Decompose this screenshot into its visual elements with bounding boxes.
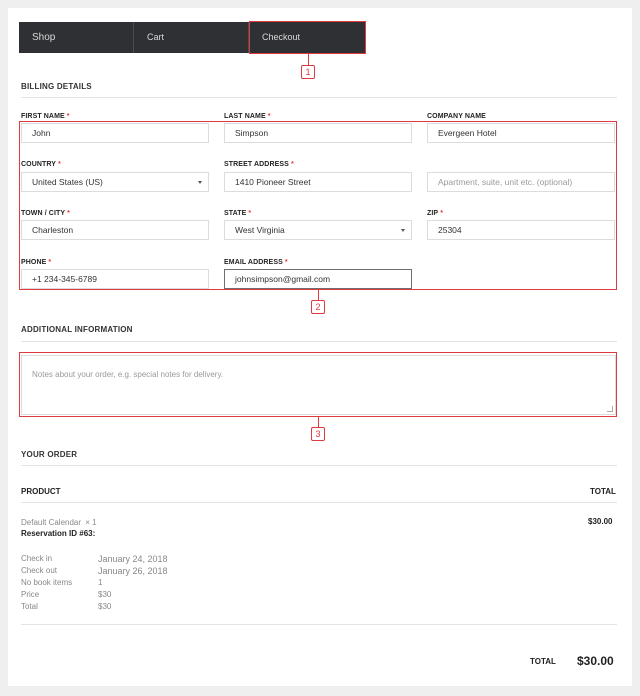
total-column-header: TOTAL — [590, 487, 616, 496]
detail-label: Check in — [21, 554, 53, 563]
detail-label: No book items — [21, 578, 73, 587]
company-name-label: COMPANY NAME — [427, 113, 486, 120]
town-city-label: TOWN / CITY * — [21, 210, 70, 217]
divider — [21, 465, 617, 466]
callout-badge-3: 3 — [311, 427, 325, 441]
detail-label: Total — [21, 602, 38, 611]
email-address-label: EMAIL ADDRESS * — [224, 259, 288, 266]
last-name-field[interactable]: Simpson — [224, 123, 412, 143]
town-city-field[interactable]: Charleston — [21, 220, 209, 240]
company-name-field[interactable]: Evergeen Hotel — [427, 123, 615, 143]
divider — [21, 341, 617, 342]
reservation-id: Reservation ID #63: — [21, 529, 96, 538]
order-notes-placeholder: Notes about your order, e.g. special notes for delivery. — [32, 370, 224, 379]
checkout-page — [8, 8, 632, 686]
your-order-title: YOUR ORDER — [21, 450, 78, 459]
detail-value: January 24, 2018 — [98, 554, 168, 564]
street-address-label: STREET ADDRESS * — [224, 161, 294, 168]
divider — [21, 97, 617, 98]
street-address-2-field[interactable]: Apartment, suite, unit etc. (optional) — [427, 172, 615, 192]
callout-badge-1: 1 — [301, 65, 315, 79]
detail-value: January 26, 2018 — [98, 566, 168, 576]
tab-checkout[interactable]: Checkout — [249, 22, 365, 53]
callout-line-3 — [318, 417, 319, 427]
detail-value: $30 — [98, 602, 112, 611]
highlight-box-3 — [19, 352, 617, 417]
detail-label: Check out — [21, 566, 58, 575]
callout-line-2 — [318, 290, 319, 300]
divider — [21, 624, 617, 625]
first-name-label: FIRST NAME * — [21, 113, 70, 120]
item-name: Default Calendar × 1 — [21, 518, 97, 527]
email-address-field[interactable]: johnsimpson@gmail.com — [224, 269, 412, 289]
first-name-field[interactable]: John — [21, 123, 209, 143]
state-select-value: West Virginia — [235, 225, 285, 235]
highlight-box-2 — [19, 121, 617, 290]
tab-cart[interactable]: Cart — [134, 22, 249, 53]
country-label: COUNTRY * — [21, 161, 61, 168]
highlight-box-1 — [249, 21, 366, 54]
zip-field[interactable]: 25304 — [427, 220, 615, 240]
last-name-label: LAST NAME * — [224, 113, 271, 120]
zip-label: ZIP * — [427, 210, 444, 217]
phone-field[interactable]: +1 234-345-6789 — [21, 269, 209, 289]
street-address-field[interactable]: 1410 Pioneer Street — [224, 172, 412, 192]
order-total-label: TOTAL — [530, 657, 556, 666]
order-total-value: $30.00 — [577, 654, 614, 668]
detail-label: Price — [21, 590, 40, 599]
detail-value: 1 — [98, 578, 103, 587]
item-price: $30.00 — [588, 517, 613, 526]
detail-value: $30 — [98, 590, 112, 599]
billing-details-title: BILLING DETAILS — [21, 82, 92, 91]
country-select-value: United States (US) — [32, 177, 103, 187]
callout-line-1 — [308, 54, 309, 65]
callout-badge-2: 2 — [311, 300, 325, 314]
additional-info-title: ADDITIONAL INFORMATION — [21, 325, 133, 334]
tab-shop[interactable]: Shop — [19, 22, 134, 53]
phone-label: PHONE * — [21, 259, 52, 266]
divider — [21, 502, 617, 503]
state-label: STATE * — [224, 210, 252, 217]
product-column-header: PRODUCT — [21, 487, 61, 496]
